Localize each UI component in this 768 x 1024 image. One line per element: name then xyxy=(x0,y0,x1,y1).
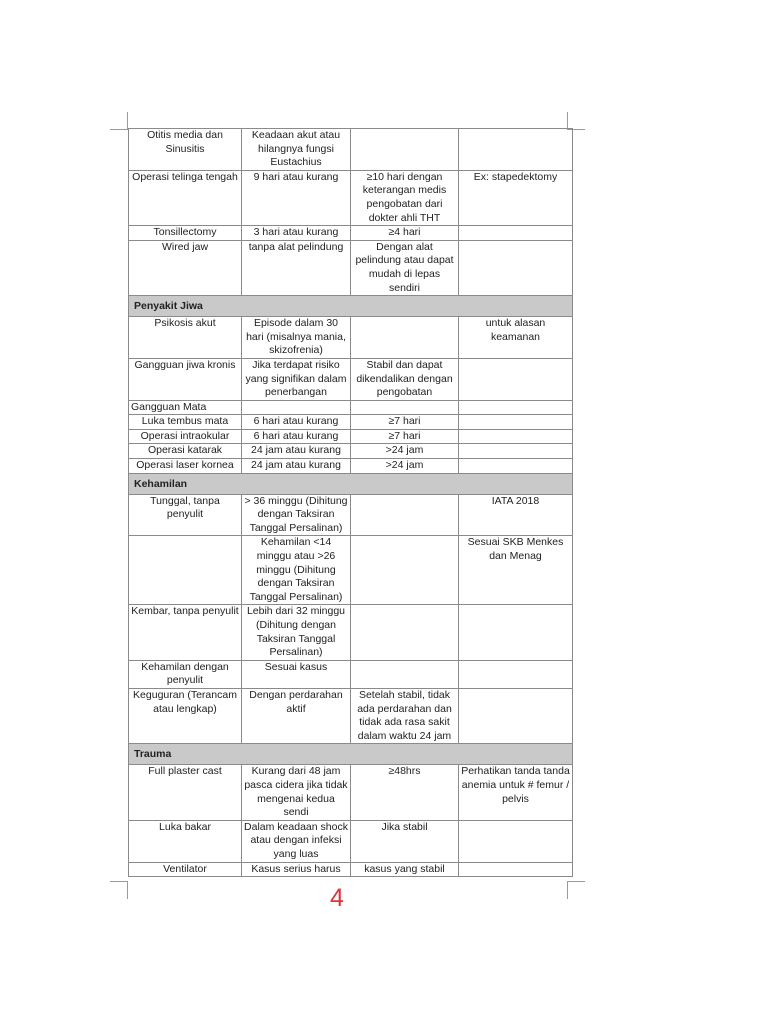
table-cell-col4 xyxy=(459,400,573,415)
table-cell-col1: Luka tembus mata xyxy=(129,415,242,430)
table-cell-col1: Operasi laser kornea xyxy=(129,459,242,474)
table-row xyxy=(129,240,573,295)
table-cell-col2: 24 jam atau kurang xyxy=(242,444,351,459)
table-row xyxy=(129,226,573,241)
table-cell-col4 xyxy=(459,240,573,295)
section-title: Penyakit Jiwa xyxy=(129,296,573,317)
table-cell-col1: Operasi telinga tengah xyxy=(129,170,242,225)
table-cell-col3: Stabil dan dapat dikendalikan dengan pengobatan xyxy=(351,358,459,400)
table-cell-col1: Operasi katarak xyxy=(129,444,242,459)
medical-fitness-table xyxy=(128,128,573,877)
table-cell-col2: Dalam keadaan shock atau dengan infeksi yang luas xyxy=(242,820,351,862)
table-cell-col2: Keadaan akut atau hilangnya fungsi Eustachius xyxy=(242,129,351,171)
table-cell-col2 xyxy=(242,400,351,415)
section-title: Trauma xyxy=(129,744,573,765)
table-cell-col1: Gangguan jiwa kronis xyxy=(129,358,242,400)
table-cell-col4: Sesuai SKB Menkes dan Menag xyxy=(459,536,573,605)
table-cell-col4 xyxy=(459,358,573,400)
table-cell-col3 xyxy=(351,400,459,415)
table-cell-col4 xyxy=(459,415,573,430)
table-cell-col3 xyxy=(351,660,459,688)
table-cell-col1: Wired jaw xyxy=(129,240,242,295)
section-header-row xyxy=(129,744,573,765)
table-cell-col4: untuk alasan keamanan xyxy=(459,317,573,359)
table-cell-col4 xyxy=(459,688,573,743)
section-title: Kehamilan xyxy=(129,473,573,494)
table-cell-col4 xyxy=(459,444,573,459)
table-cell-col1: Luka bakar xyxy=(129,820,242,862)
table-cell-col3: >24 jam xyxy=(351,459,459,474)
table-row xyxy=(129,660,573,688)
table-cell-col1: Operasi intraokular xyxy=(129,429,242,444)
table-row xyxy=(129,444,573,459)
table-cell-col4 xyxy=(459,862,573,877)
table-cell-col1 xyxy=(129,536,242,605)
table-cell-col2: Jika terdapat risiko yang signifikan dalam penerbangan xyxy=(242,358,351,400)
table-cell-col4 xyxy=(459,459,573,474)
table-cell-col3: Dengan alat pelindung atau dapat mudah di lepas sendiri xyxy=(351,240,459,295)
table-cell-col3: kasus yang stabil xyxy=(351,862,459,877)
table-cell-col3: Setelah stabil, tidak ada perdarahan dan tidak ada rasa sakit dalam waktu 24 jam xyxy=(351,688,459,743)
table-cell-col1: Psikosis akut xyxy=(129,317,242,359)
table-row xyxy=(129,862,573,877)
table-cell-col4: IATA 2018 xyxy=(459,494,573,536)
table-cell-col1: Ventilator xyxy=(129,862,242,877)
table-cell-col3: ≥48hrs xyxy=(351,765,459,820)
crop-mark-bottom-left xyxy=(110,881,128,899)
table-cell-col3: ≥10 hari dengan keterangan medis pengobatan dari dokter ahli THT xyxy=(351,170,459,225)
table-row xyxy=(129,494,573,536)
table-cell-col1: Otitis media dan Sinusitis xyxy=(129,129,242,171)
table-cell-col2: 6 hari atau kurang xyxy=(242,429,351,444)
section-header-row xyxy=(129,296,573,317)
table-cell-col3 xyxy=(351,129,459,171)
table-cell-col3: >24 jam xyxy=(351,444,459,459)
table-cell-col4 xyxy=(459,660,573,688)
table-cell-col2: 9 hari atau kurang xyxy=(242,170,351,225)
table-cell-col4: Perhatikan tanda tanda anemia untuk # femur / pelvis xyxy=(459,765,573,820)
section-header-row xyxy=(129,473,573,494)
table-cell-col2: tanpa alat pelindung xyxy=(242,240,351,295)
table-cell-col1: Tunggal, tanpa penyulit xyxy=(129,494,242,536)
table-cell-col3: Jika stabil xyxy=(351,820,459,862)
table-row xyxy=(129,820,573,862)
crop-mark-top-left xyxy=(110,112,128,130)
table-row xyxy=(129,429,573,444)
table-cell-col1: Kembar, tanpa penyulit xyxy=(129,605,242,660)
table-cell-col2: Kurang dari 48 jam pasca cidera jika tidak mengenai kedua sendi xyxy=(242,765,351,820)
table-cell-col1: Gangguan Mata xyxy=(129,400,242,415)
table-cell-col2: Sesuai kasus xyxy=(242,660,351,688)
table-cell-col2: 24 jam atau kurang xyxy=(242,459,351,474)
table-cell-col2: Kasus serius harus xyxy=(242,862,351,877)
table-cell-col4 xyxy=(459,429,573,444)
crop-mark-bottom-right xyxy=(567,881,585,899)
table-cell-col2: 3 hari atau kurang xyxy=(242,226,351,241)
table-cell-col2: Episode dalam 30 hari (misalnya mania, skizofrenia) xyxy=(242,317,351,359)
table-cell-col4 xyxy=(459,226,573,241)
table-cell-col2: 6 hari atau kurang xyxy=(242,415,351,430)
table-cell-col3 xyxy=(351,605,459,660)
table-cell-col2: > 36 minggu (Dihitung dengan Taksiran Tanggal Persalinan) xyxy=(242,494,351,536)
table-cell-col1: Tonsillectomy xyxy=(129,226,242,241)
table-cell-col4: Ex: stapedektomy xyxy=(459,170,573,225)
table-row xyxy=(129,415,573,430)
table-cell-col3 xyxy=(351,494,459,536)
table-row xyxy=(129,170,573,225)
table-cell-col4 xyxy=(459,605,573,660)
table-cell-col1: Full plaster cast xyxy=(129,765,242,820)
table-row xyxy=(129,400,573,415)
table-row xyxy=(129,317,573,359)
table-cell-col3 xyxy=(351,317,459,359)
table-row xyxy=(129,358,573,400)
table-row xyxy=(129,536,573,605)
table-row xyxy=(129,765,573,820)
table-cell-col2: Kehamilan <14 minggu atau >26 minggu (Dihitung dengan Taksiran Tanggal Persalinan) xyxy=(242,536,351,605)
table-row xyxy=(129,459,573,474)
table-cell-col2: Dengan perdarahan aktif xyxy=(242,688,351,743)
table-row xyxy=(129,129,573,171)
table-row xyxy=(129,688,573,743)
table-cell-col1: Kehamilan dengan penyulit xyxy=(129,660,242,688)
table-cell-col3: ≥7 hari xyxy=(351,429,459,444)
page-number: 4 xyxy=(330,884,344,912)
table-cell-col2: Lebih dari 32 minggu (Dihitung dengan Taksiran Tanggal Persalinan) xyxy=(242,605,351,660)
table-cell-col3: ≥4 hari xyxy=(351,226,459,241)
table-cell-col4 xyxy=(459,129,573,171)
table-row xyxy=(129,605,573,660)
table-cell-col4 xyxy=(459,820,573,862)
table-cell-col3: ≥7 hari xyxy=(351,415,459,430)
table-cell-col3 xyxy=(351,536,459,605)
table-cell-col1: Keguguran (Terancam atau lengkap) xyxy=(129,688,242,743)
